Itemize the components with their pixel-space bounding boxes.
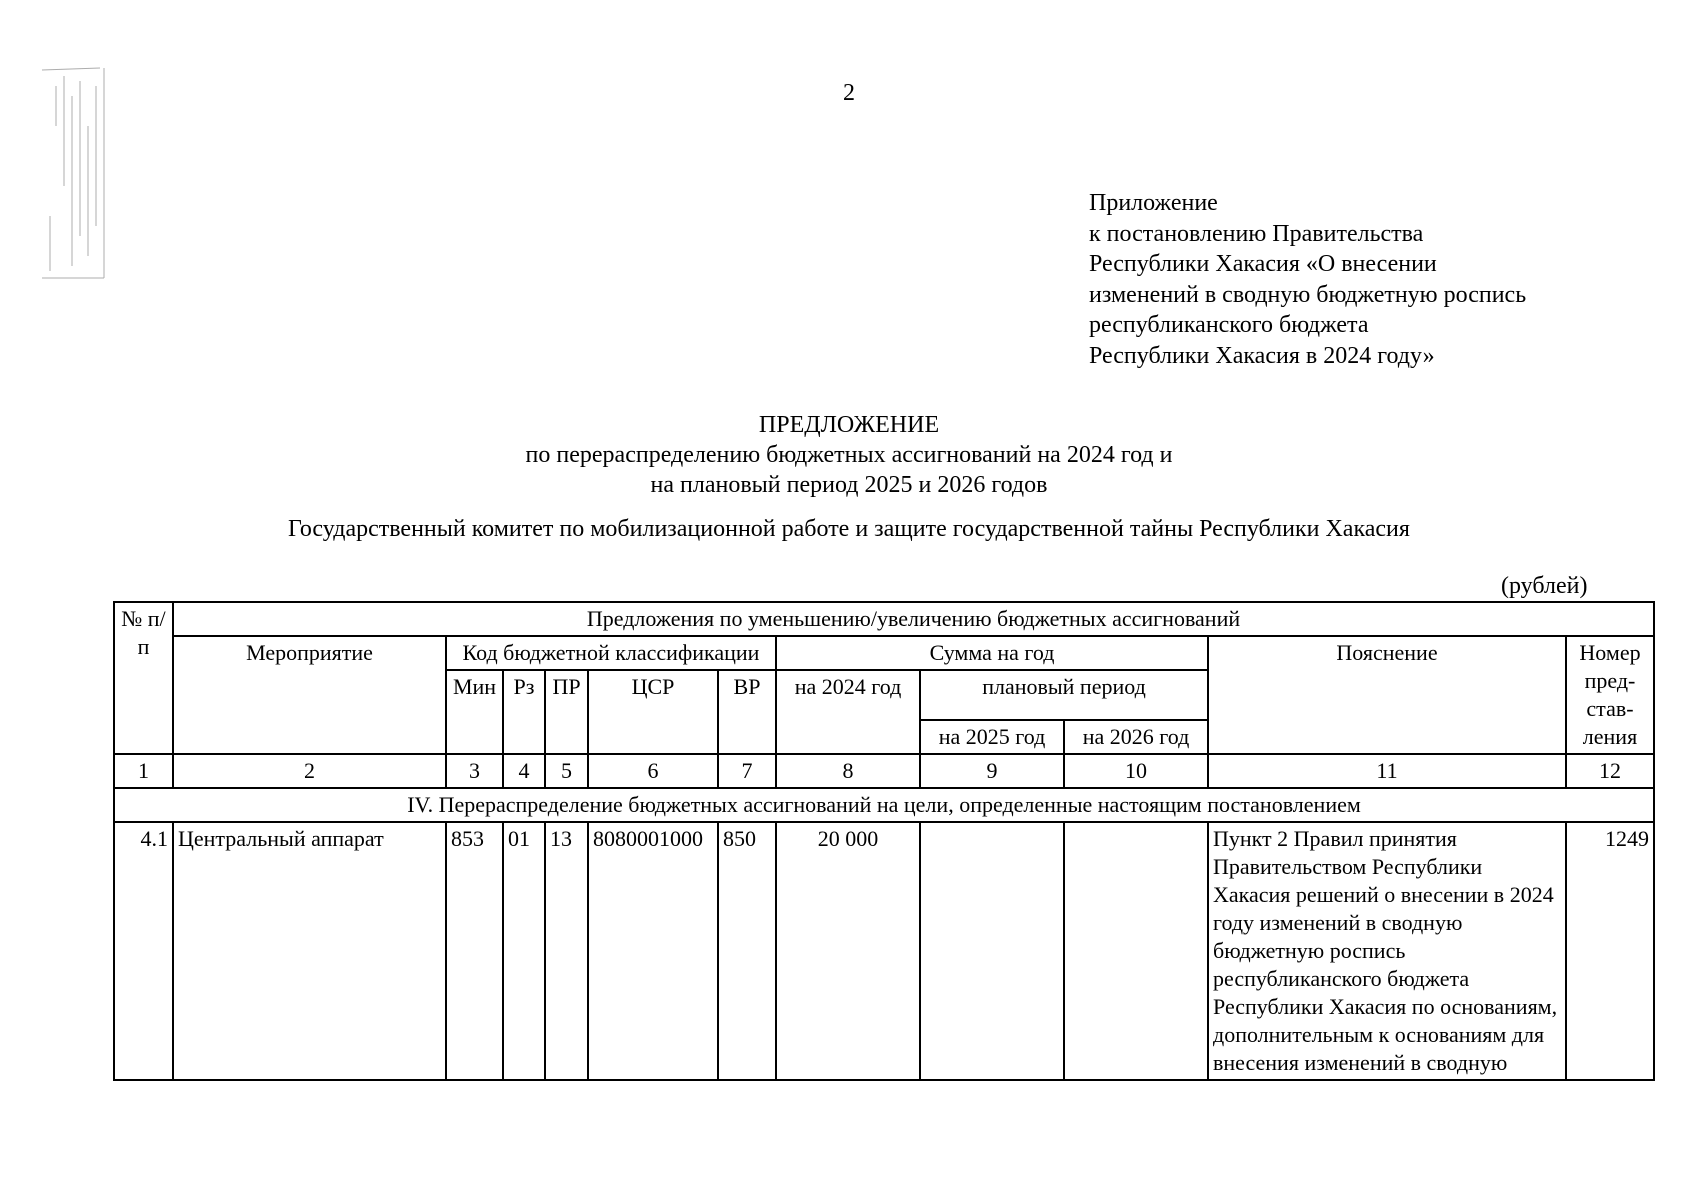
header-submission-number: Номер пред-став-ления	[1566, 636, 1654, 754]
header-explanation: Пояснение	[1208, 636, 1566, 754]
appendix-line: к постановлению Правительства	[1089, 220, 1424, 247]
header-event: Мероприятие	[173, 636, 446, 754]
appendix-block	[1089, 188, 1526, 371]
appendix-line: Республики Хакасия в 2024 году»	[1089, 342, 1435, 369]
column-number: 7	[718, 754, 776, 788]
header-2026: на 2026 год	[1064, 720, 1208, 754]
header-group: Предложения по уменьшению/увеличению бюджетных ассигнований	[173, 602, 1654, 636]
header-vr: ВР	[718, 670, 776, 754]
column-number: 4	[503, 754, 545, 788]
column-number: 2	[173, 754, 446, 788]
document-subtitle-line2: на плановый период 2025 и 2026 годов	[650, 472, 1048, 498]
header-2024: на 2024 год	[776, 670, 920, 754]
budget-table	[113, 601, 1655, 1081]
row-rz: 01	[503, 822, 545, 1080]
header-2025: на 2025 год	[920, 720, 1064, 754]
appendix-line: Приложение	[1089, 190, 1218, 216]
header-min: Мин	[446, 670, 503, 754]
row-min: 853	[446, 822, 503, 1080]
header-planning-period: плановый период	[920, 670, 1208, 720]
column-number: 8	[776, 754, 920, 788]
page-number: 2	[843, 80, 855, 106]
row-pr: 13	[545, 822, 588, 1080]
column-number: 9	[920, 754, 1064, 788]
column-number: 11	[1208, 754, 1566, 788]
row-explanation: Пункт 2 Правил принятия Правительством Республики Хакасия решений о внесении в 2024 году изменений в сводную бюджетную роспись республиканского бюджета Республики Хакасия по основаниям, дополнительным к основаниям для внесения изменений в сводную	[1208, 822, 1566, 1080]
approval-stamp-mark	[40, 66, 112, 281]
row-sum-2026	[1064, 822, 1208, 1080]
organization-name: Государственный комитет по мобилизационной работе и защите государственной тайны Республики Хакасия	[288, 516, 1410, 542]
column-number: 1	[114, 754, 173, 788]
row-sum-2025	[920, 822, 1064, 1080]
header-row	[114, 602, 1654, 636]
row-event: Центральный аппарат	[173, 822, 446, 1080]
row-sum-2024: 20 000	[776, 822, 920, 1080]
header-rz: Рз	[503, 670, 545, 754]
row-submission-number: 1249	[1566, 822, 1654, 1080]
row-csr: 8080001000	[588, 822, 718, 1080]
header-sum-year: Сумма на год	[776, 636, 1208, 670]
header-no: № п/п	[114, 602, 173, 754]
table-row	[114, 822, 1654, 1080]
units-label: (рублей)	[1501, 573, 1588, 599]
section-title: IV. Перераспределение бюджетных ассигнований на цели, определенные настоящим постановлением	[114, 788, 1654, 822]
header-budget-code: Код бюджетной классификации	[446, 636, 776, 670]
row-vr: 850	[718, 822, 776, 1080]
appendix-line: республиканского бюджета	[1089, 312, 1369, 338]
row-number: 4.1	[114, 822, 173, 1080]
header-pr: ПР	[545, 670, 588, 754]
column-number: 5	[545, 754, 588, 788]
header-csr: ЦСР	[588, 670, 718, 754]
column-number: 3	[446, 754, 503, 788]
document-title: ПРЕДЛОЖЕНИЕ	[758, 412, 940, 438]
column-number: 12	[1566, 754, 1654, 788]
column-number-row	[114, 754, 1654, 788]
document-subtitle-line1: по перераспределению бюджетных ассигнований на 2024 год и	[525, 442, 1173, 468]
column-number: 6	[588, 754, 718, 788]
appendix-line: изменений в сводную бюджетную роспись	[1089, 281, 1527, 308]
column-number: 10	[1064, 754, 1208, 788]
appendix-line: Республики Хакасия «О внесении	[1089, 251, 1437, 277]
section-row	[114, 788, 1654, 822]
